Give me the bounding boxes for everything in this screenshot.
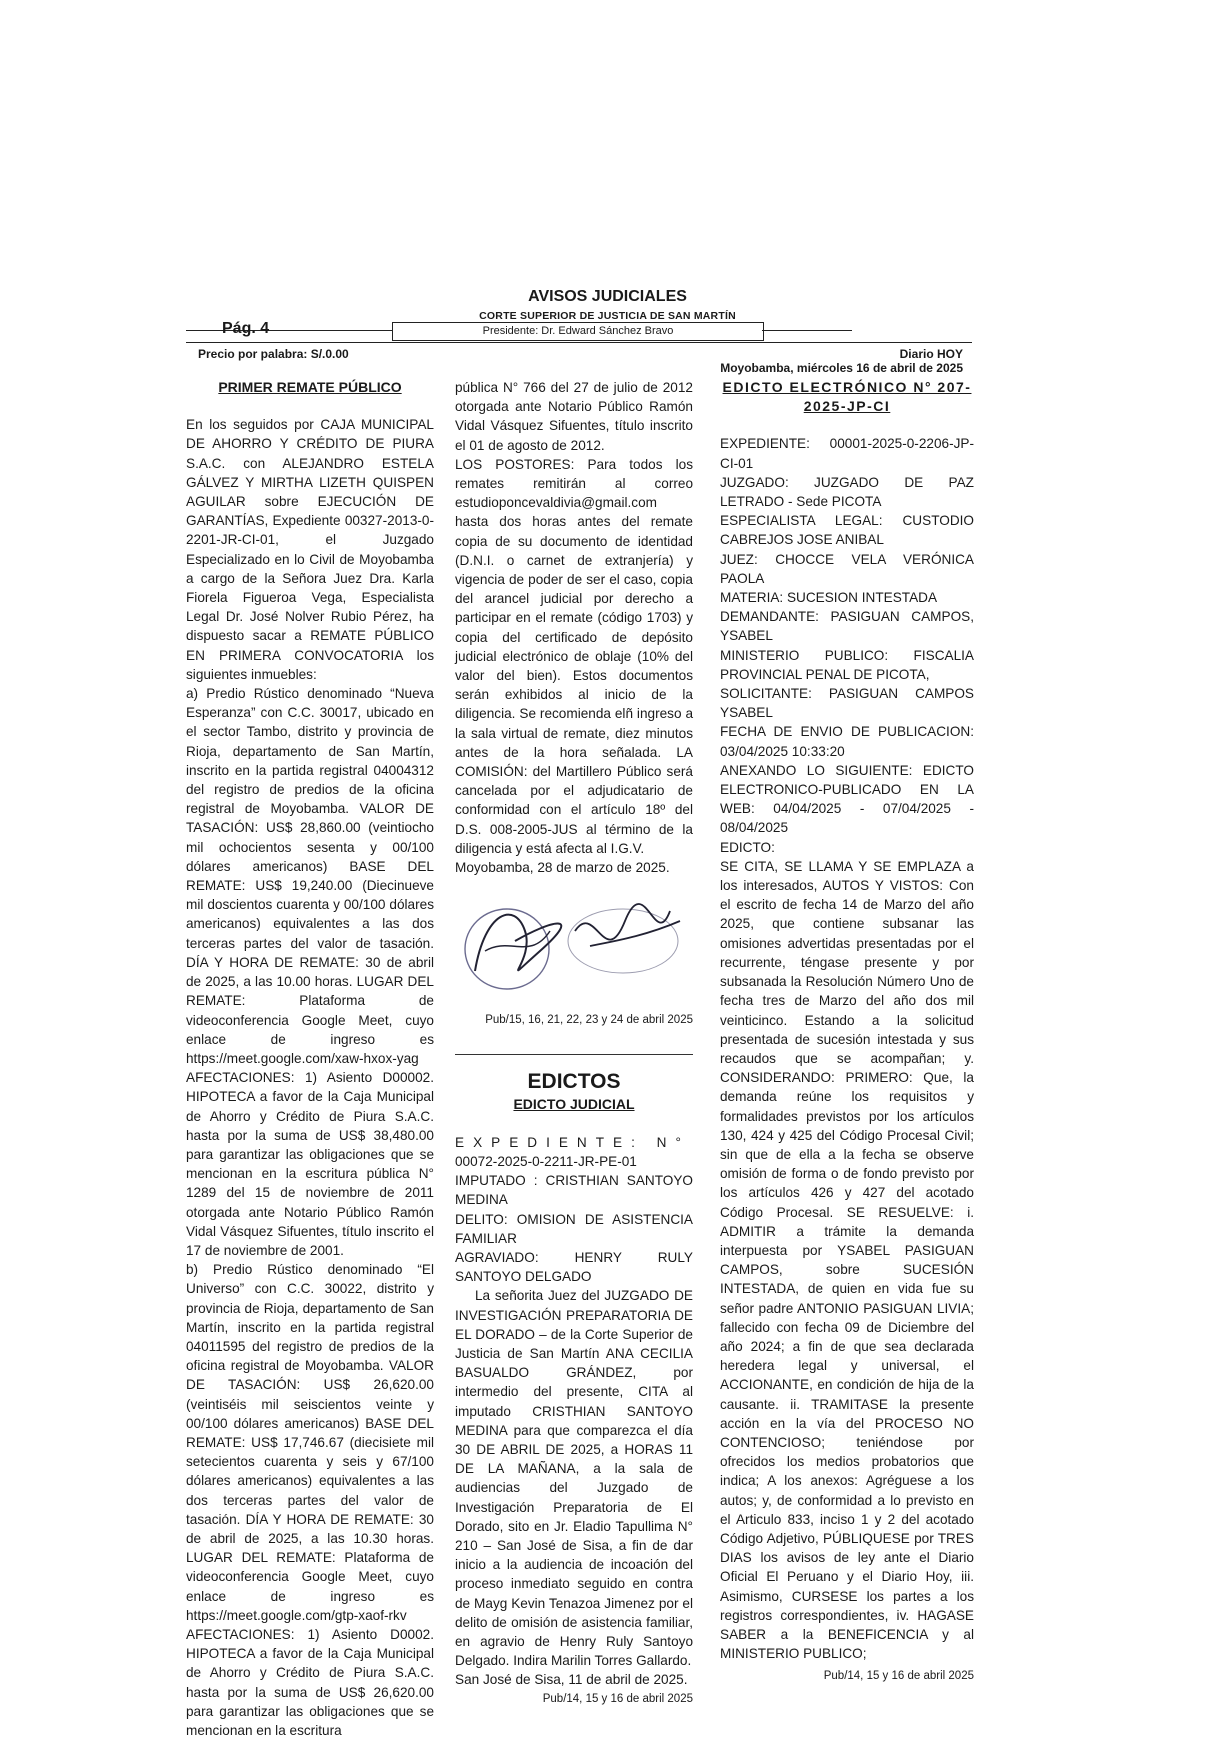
solicitante: SOLICITANTE: PASIGUAN CAMPOS YSABEL xyxy=(720,686,974,721)
delito: DELITO: OMISION DE ASISTENCIA FAMILIAR xyxy=(455,1211,693,1246)
date-line: Moyobamba, miércoles 16 de abril de 2025 xyxy=(720,361,963,375)
materia: MATERIA: SUCESION INTESTADA xyxy=(720,590,938,606)
edicto-electronico-publication: Pub/14, 15 y 16 de abril 2025 xyxy=(823,1670,974,1683)
header-rule-left xyxy=(186,330,392,331)
edicto-electronico-heading: EDICTO ELECTRÓNICO N° 207-2025-JP-CI xyxy=(722,379,972,415)
agraviado: AGRAVIADO: HENRY RULY SANTOYO DELGADO xyxy=(455,1249,693,1285)
demandante: DEMANDANTE: PASIGUAN CAMPOS, YSABEL xyxy=(720,609,974,644)
remate-heading: PRIMER REMATE PÚBLICO xyxy=(218,379,402,395)
column-middle xyxy=(455,378,693,1709)
president-box: Presidente: Dr. Edward Sánchez Bravo xyxy=(392,322,764,341)
juez: JUEZ: CHOCCE VELA VERÓNICA PAOLA xyxy=(720,551,974,586)
edicto-label: EDICTO: xyxy=(720,839,775,855)
remate-date: Moyobamba, 28 de marzo de 2025. xyxy=(455,860,670,876)
expediente-label: EXPEDIENTE: N° xyxy=(455,1134,690,1150)
court-name: CORTE SUPERIOR DE JUSTICIA DE SAN MARTÍN xyxy=(479,310,736,322)
postores-text: LOS POSTORES: Para todos los remates remitirán al correo estudioponcevaldivia@gmail.com hasta dos horas antes del remate copia de su documento de identidad (D.N.I. o carnet de extranjería) y vigencia de poder de ser el caso, copia del arancel judicial por derecho a participar en el remate (código 1703) y copia del certificado de depósito judicial electrónico de oblaje (10% del valor del bien). Estos documentos serán exhibidos al inicio de la diligencia. Se recomienda elñ ingreso a la sala virtual de remate, diez minutos antes de la hora señalada. LA COMISIÓN: del Martillero Público será cancelada por el adjudicatario de conformidad con el artículo 18º del D.S. 008-2005-JUS al término de la diligencia y está afecta al I.G.V. xyxy=(455,456,693,856)
newspaper-name: Diario HOY xyxy=(899,347,963,361)
juzgado: JUZGADO: JUZGADO DE PAZ LETRADO - Sede PICOTA xyxy=(720,474,974,510)
section-title: AVISOS JUDICIALES xyxy=(528,288,687,305)
column-separator xyxy=(455,1054,693,1055)
remate-property-b: b) Predio Rústico denominado “El Universo” con C.C. 30022, distrito y provincia de Rioja, departamento de San Martín, inscrito en la partida registral 04011595 del registro de predios de la oficina registral de Moyobamba. VALOR DE TASACIÓN: US$ 26,620.00 (veintiséis mil seiscientos veinte y 00/100 dólares americanos) BASE DEL REMATE: US$ 17,746.67 (diecisiete mil setecientos cuarenta y seis y 67/100 dólares americanos) equivalentes a las dos terceras partes del valor de tasación. DÍA Y HORA DE REMATE: 30 de abril de 2025, a las 10.30 horas. LUGAR DEL REMATE: Plataforma de videoconferencia Google Meet, cuyo enlace de ingreso es https://meet.google.com/gtp-xaof-rkv AFECTACIONES: 1) Asiento D0002. HIPOTECA a favor de la Caja Municipal de Ahorro y Crédito de Piura S.A.C. hasta por la suma de US$ 26,620.00 para garantizar las obligaciones que se mencionan en la escritura xyxy=(186,1262,434,1739)
edicto-publication: Pub/14, 15 y 16 de abril 2025 xyxy=(542,1692,693,1705)
edicto-electronico-body: SE CITA, SE LLAMA Y SE EMPLAZA a los interesados, AUTOS Y VISTOS: Con el escrito de fecha 14 de Marzo del año 2025, que contiene subsanar las omisiones advertidas presentadas por el recurrente, téngase presente y por subsanada la Resolución Número Uno de fecha tres de Marzo del año dos mil veinticinco. Estando a la solicitud presentada de sucesión intestada y sus recaudos que se acompañan; y. CONSIDERANDO: PRIMERO: Que, la demanda reúne los requisitos y formalidades previstos por los artículos 130, 424 y 425 del Código Procesal Civil; sin que de ella a la fecha se observe omisión de forma o de fondo previsto por los artículos 426 y 427 del acotado Código Procesal. SE RESUELVE: i. ADMITIR a trámite la demanda interpuesta por YSABEL PASIGUAN CAMPOS, sobre SUCESIÓN INTESTADA, de quien en vida fue su señor padre ANTONIO PASIGUAN LIVIA; fallecido con fecha 09 de Diciembre del año 2024; a fin de que sea declarada heredera legal y universal, el ACCIONANTE, en condición de hija de la causante. ii. TRAMITASE la presente acción en la vía del PROCESO NO CONTENCIOSO; teniéndose por ofrecidos los medios probatorios que indica; A los anexos: Agréguese a los autos; y, de conformidad a lo previsto en el Articulo 833, inciso 1 y 2 del acotado Código Adjetivo, PÚBLIQUESE por TRES DIAS los avisos de ley ante el Diario Oficial El Peruano y el Diario Hoy, iii. Asimismo, CURSESE los partes a los registros correspondientes, iv. HAGASE SABER a la BENEFICENCIA y al MINISTERIO PUBLICO; xyxy=(720,858,974,1662)
remate-property-a: a) Predio Rústico denominado “Nueva Esperanza” con C.C. 30017, ubicado en el sector Tambo, distrito y provincia de Rioja, departamento de San Martín, inscrito en la partida registral 04004312 del registro de predios de la oficina registral de Moyobamba. VALOR DE TASACIÓN: US$ 28,860.00 (veintiocho mil ochocientos sesenta y 00/100 dólares americanos) BASE DEL REMATE: US$ 19,240.00 (Diecinueve mil doscientos cuarenta y 00/100 dólares americanos) equivalentes a las dos terceras partes del valor de tasación. DÍA Y HORA DE REMATE: 30 de abril de 2025, a las 10.00 horas. LUGAR DEL REMATE: Plataforma de videoconferencia Google Meet, cuyo enlace de ingreso es https://meet.google.com/xaw-hxox-yag AFECTACIONES: 1) Asiento D00002. HIPOTECA a favor de la Caja Municipal de Ahorro y Crédito de Piura S.A.C. hasta por la suma de US$ 38,480.00 para garantizar las obligaciones que se mencionan en la escritura pública N° 1289 del 15 de noviembre de 2011 otorgada ante Notario Público Ramón Vidal Vásquez Sifuentes, título inscrito el 17 de noviembre de 2001. xyxy=(186,686,434,1258)
main-rule xyxy=(186,342,972,343)
anexando: ANEXANDO LO SIGUIENTE: EDICTO ELECTRONICO-PUBLICADO EN LA WEB: 04/04/2025 - 07/04/2025 - 08/04/2025 xyxy=(720,762,974,836)
newspaper-date xyxy=(720,347,963,375)
edicto-place-date: San José de Sisa, 11 de abril de 2025. xyxy=(455,1672,688,1688)
edictos-title: EDICTOS xyxy=(527,1070,621,1094)
edicto-body: La señorita Juez del JUZGADO DE INVESTIGACIÓN PREPARATORIA DE EL DORADO – de la Corte Superior de Justicia de San Martín ANA CECILIA BASUALDO GRÁNDEZ, por intermedio del presente, CITA al imputado CRISTHIAN SANTOYO MEDINA para que comparezca el día 30 DE ABRIL DE 2025, a HORAS 11 DE LA MAÑANA, a la sala de audiencias del Juzgado de Investigación Preparatoria de El Dorado, sito en Jr. Eladio Tapullima N° 210 – San José de Sisa, a fin de dar inicio a la audiencia de incoación del proceso inmediato seguido en contra de Mayg Kevin Tenazoa Jimenez por el delito de omisión de asistencia familiar, en agravio de Henry Ruly Santoyo Delgado. Indira Marilin Torres Gallardo. xyxy=(455,1288,693,1669)
signature-stamp-image xyxy=(455,891,693,1003)
fecha-envio: FECHA DE ENVIO DE PUBLICACION: 03/04/2025 10:33:20 xyxy=(720,724,974,759)
ministerio-publico: MINISTERIO PUBLICO: FISCALIA PROVINCIAL PENAL DE PICOTA, xyxy=(720,647,974,682)
imputado: IMPUTADO : CRISTHIAN SANTOYO MEDINA xyxy=(455,1173,693,1208)
signature-stamp xyxy=(455,891,693,1003)
header-rule-right xyxy=(762,330,852,331)
price-per-word: Precio por palabra: S/.0.00 xyxy=(198,347,349,361)
column-remate xyxy=(186,378,434,1740)
remate-intro: En los seguidos por CAJA MUNICIPAL DE AHORRO Y CRÉDITO DE PIURA S.A.C. con ALEJANDRO ESTELA GÁLVEZ Y MIRTHA LIZETH QUISPEN AGUILAR sobre EJECUCIÓN DE GARANTÍAS, Expediente 00327-2013-0-2201-JR-CI-01, el Juzgado Especializado en lo Civil de Moyobamba a cargo de la Señora Juez Dra. Karla Fiorela Figueroa Vega, Especialista Legal Dr. José Nolver Rubio Pérez, ha dispuesto sacar a REMATE PÚBLICO EN PRIMERA CONVOCATORIA los siguientes inmuebles: xyxy=(186,417,434,682)
column-edicto-electronico xyxy=(720,378,974,1687)
especialista: ESPECIALISTA LEGAL: CUSTODIO CABREJOS JOSE ANIBAL xyxy=(720,513,974,548)
remate-publication: Pub/15, 16, 21, 22, 23 y 24 de abril 2025 xyxy=(485,1014,693,1027)
remate-continued: pública N° 766 del 27 de julio de 2012 otorgada ante Notario Público Ramón Vidal Vásquez Sifuentes, título inscrito el 01 de agosto de 2012. xyxy=(455,380,693,453)
page-number: Pág. 4 xyxy=(222,320,270,337)
expediente-number: 00072-2025-0-2211-JR-PE-01 xyxy=(455,1153,637,1169)
expediente: EXPEDIENTE: 00001-2025-0-2206-JP-CI-01 xyxy=(720,436,974,471)
edicto-judicial-heading: EDICTO JUDICIAL xyxy=(513,1096,635,1113)
